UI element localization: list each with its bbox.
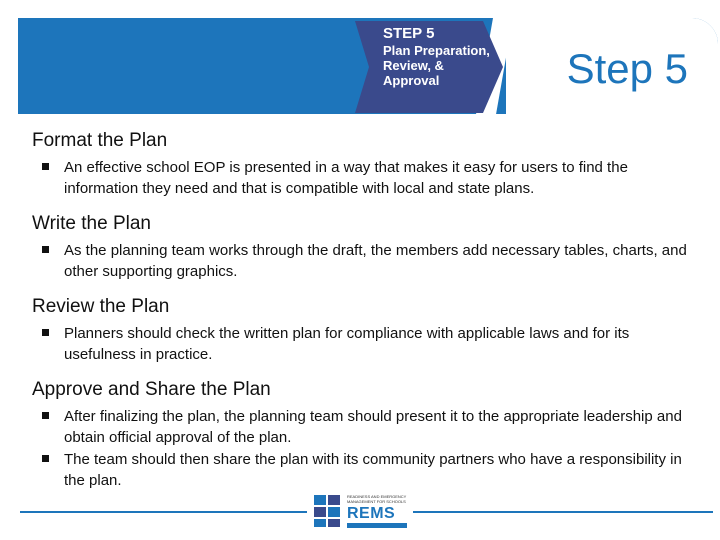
page-title: Step 5 — [566, 45, 688, 92]
badge-step-label: STEP 5 — [383, 25, 435, 42]
badge-line-1: Plan Preparation, — [383, 43, 490, 59]
bullet-item — [32, 406, 692, 448]
step-badge-text — [383, 25, 490, 89]
slide-content — [32, 130, 692, 505]
bullet-item — [32, 157, 692, 199]
section-heading: Format the Plan — [32, 130, 168, 151]
badge-line-2: Review, & — [383, 58, 444, 74]
bullet-text: An effective school EOP is presented in a way that makes it easy for users to find the information they need and that is compatible with local and state plans. — [64, 159, 628, 197]
bullet-marker — [42, 329, 49, 336]
footer-rule-left — [20, 511, 307, 513]
section-heading: Review the Plan — [32, 296, 170, 317]
logo-subtext: READINESS AND EMERGENCY MANAGEMENT FOR SCHOOLS — [347, 494, 407, 504]
rems-logo — [313, 494, 407, 528]
bullet-item — [32, 449, 692, 491]
section-approve — [32, 379, 692, 491]
section-heading: Write the Plan — [32, 213, 151, 234]
bullet-text: As the planning team works through the draft, the members add necessary tables, charts, and other supporting graphics. — [64, 242, 687, 280]
logo-wordmark: REMS — [347, 505, 396, 522]
bullet-marker — [42, 412, 49, 419]
bullet-text: After finalizing the plan, the planning team should present it to the appropriate leadership and obtain official approval of the plan. — [64, 408, 682, 446]
section-write — [32, 213, 692, 282]
bullet-marker — [42, 246, 49, 253]
bullet-item — [32, 240, 692, 282]
section-review — [32, 296, 692, 365]
bullet-text: Planners should check the written plan for compliance with applicable laws and for its usefulness in practice. — [64, 325, 630, 363]
logo-underline — [347, 523, 407, 528]
bullet-text: The team should then share the plan with its community partners who have a responsibility in the plan. — [64, 451, 682, 489]
badge-line-3: Approval — [383, 73, 440, 89]
bullet-marker — [42, 455, 49, 462]
step-badge — [355, 21, 503, 113]
section-heading: Approve and Share the Plan — [32, 379, 271, 400]
footer-rule-right — [413, 511, 713, 513]
rems-logo-icons — [313, 494, 343, 528]
section-format — [32, 130, 692, 199]
bullet-marker — [42, 163, 49, 170]
bullet-item — [32, 323, 692, 365]
